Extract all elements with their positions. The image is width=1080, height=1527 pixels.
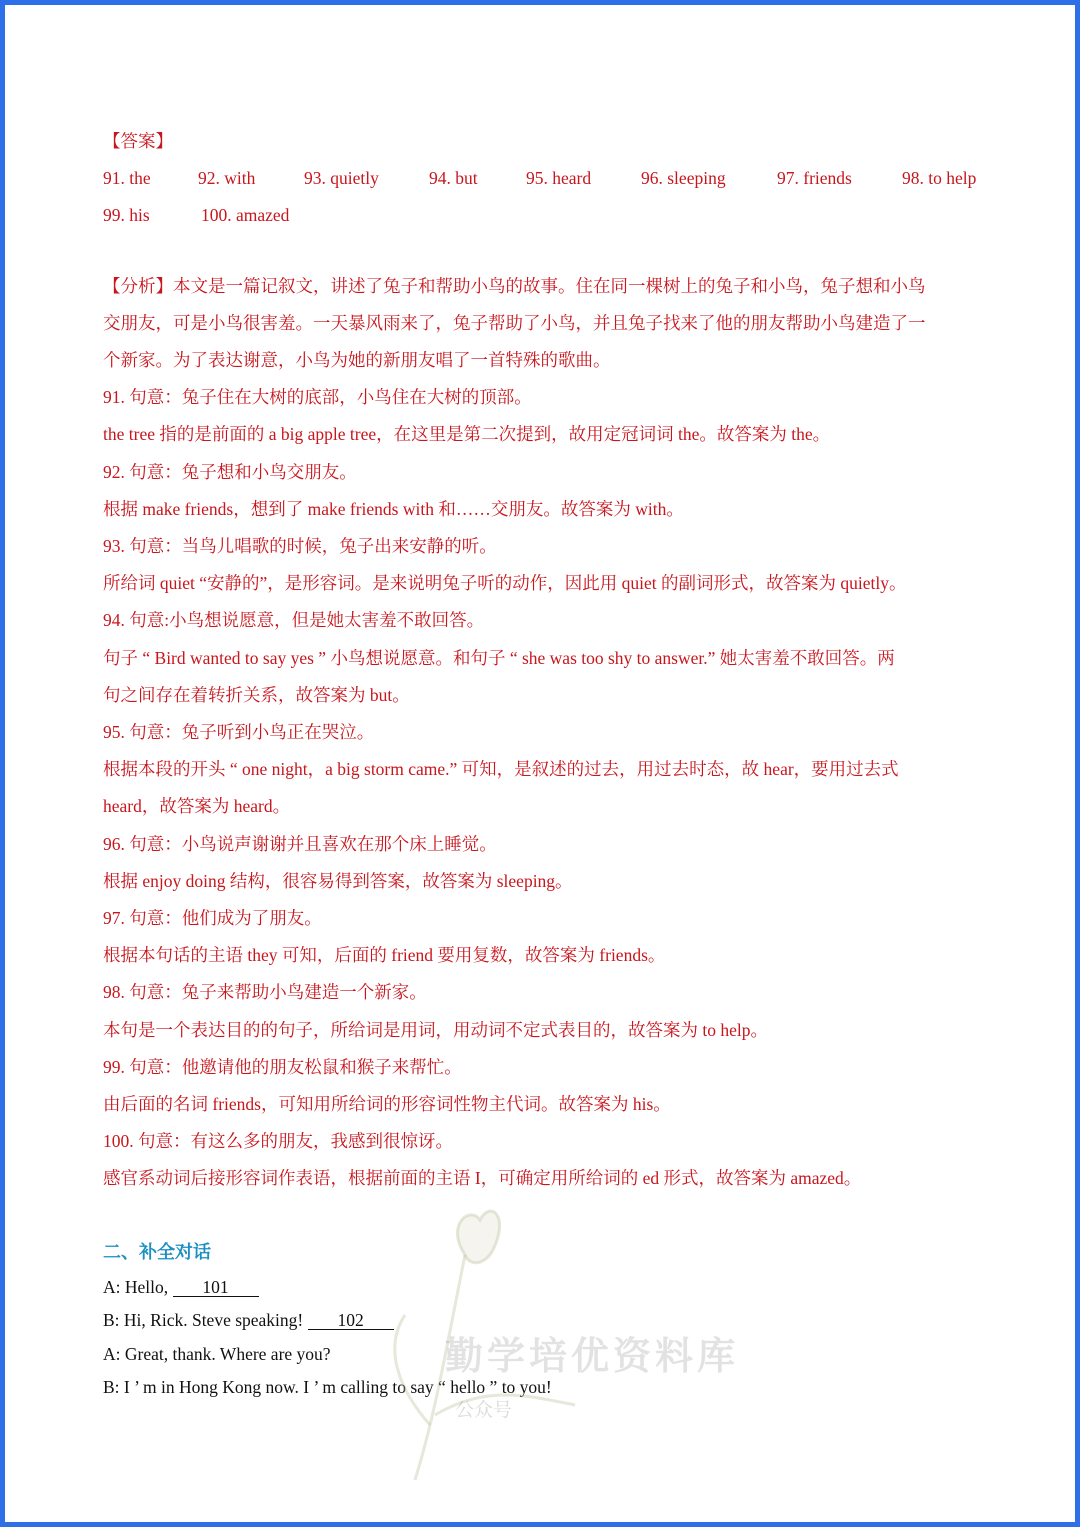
analysis-line: 100. 句意：有这么多的朋友，我感到很惊讶。 [103,1131,453,1152]
analysis-line: 98. 句意：兔子来帮助小鸟建造一个新家。 [103,982,427,1003]
answer-item: 92. with [198,168,256,189]
analysis-line: 91. 句意：兔子住在大树的底部，小鸟住在大树的顶部。 [103,387,532,408]
analysis-line: 交朋友，可是小鸟很害羞。一天暴风雨来了，兔子帮助了小鸟，并且兔子找来了他的朋友帮助小鸟建造了一 [103,312,926,333]
answer-item: 99. his [103,205,150,226]
analysis-line: 92. 句意：兔子想和小鸟交朋友。 [103,461,357,482]
answer-item: 98. to help [902,168,977,189]
analysis-line: 97. 句意：他们成为了朋友。 [103,908,322,929]
answer-header: 【答案】 [103,131,173,151]
analysis-line: 96. 句意：小鸟说声谢谢并且喜欢在那个床上睡觉。 [103,833,497,854]
analysis-line: 个新家。为了表达谢意，小鸟为她的新朋友唱了一首特殊的歌曲。 [103,349,611,370]
analysis-line: 感官系动词后接形容词作表语，根据前面的主语 I，可确定用所给词的 ed 形式，故答案为 amazed。 [103,1168,862,1189]
analysis-line: 根据本段的开头 “ one night，a big storm came.” 可知，是叙述的过去，用过去时态，故 hear，要用过去式 [103,759,899,780]
analysis-line: 根据本句话的主语 they 可知，后面的 friend 要用复数，故答案为 friends。 [103,945,666,966]
spacer [103,235,993,268]
analysis-line: 所给词 quiet “安静的”，是形容词。是来说明兔子听的动作，因此用 quiet 的副词形式，故答案为 quietly。 [103,573,907,594]
analysis-line: 根据 make friends，想到了 make friends with 和……交朋友。故答案为 with。 [103,498,684,519]
watermark-subtext: 公众号 [455,1399,513,1421]
dialogue-line [103,1271,993,1305]
answer-item: 91. the [103,168,151,189]
spacer [103,1198,993,1234]
answer-item: 93. quietly [304,168,379,189]
answer-blank: 102 [308,1311,394,1330]
analysis-line: 句子 “ Bird wanted to say yes ” 小鸟想说愿意。和句子 “ she was too shy to answer.” 她太害羞不敢回答。两 [103,647,895,668]
dialogue-text: A: Great, thank. Where are you? [103,1343,331,1364]
dialogue-line [103,1371,993,1405]
dialogue-line [103,1338,993,1372]
answer-item: 95. heard [526,168,592,189]
analysis-line: the tree 指的是前面的 a big apple tree，在这里是第二次提到，故用定冠词词 the。故答案为 the。 [103,424,831,445]
watermark-text: 勤学培优资料库 [445,1334,740,1378]
answer-blank: 101 [173,1278,259,1297]
dialogue-line [103,1304,993,1338]
answer-item: 96. sleeping [641,168,726,189]
analysis-line: 根据 enjoy doing 结构，很容易得到答案，故答案为 sleeping。 [103,870,573,891]
analysis-line: 句之间存在着转折关系，故答案为 but。 [103,684,410,705]
answer-item: 94. but [429,168,478,189]
analysis-line: 95. 句意：兔子听到小鸟正在哭泣。 [103,722,375,743]
analysis-line: 本句是一个表达目的的句子，所给词是用词，用动词不定式表目的，故答案为 to help。 [103,1019,768,1040]
analysis-line: heard，故答案为 heard。 [103,796,291,817]
dialogue-text: B: Hi, Rick. Steve speaking! [103,1310,308,1331]
section-title: 二、补全对话 [103,1241,211,1263]
analysis-line: 【分析】本文是一篇记叙文，讲述了兔子和帮助小鸟的故事。住在同一棵树上的兔子和小鸟，兔子想和小鸟 [103,275,926,296]
page-content [103,123,993,1405]
analysis-block [103,268,993,1198]
dialogue-text: B: I ’ m in Hong Kong now. I ’ m calling to say “ hello ” to you! [103,1377,552,1398]
analysis-line: 由后面的名词 friends，可知用所给词的形容词性物主代词。故答案为 his。 [103,1094,671,1115]
dialogue-text: A: Hello, [103,1276,173,1297]
analysis-line: 99. 句意：他邀请他的朋友松鼠和猴子来帮忙。 [103,1056,462,1077]
analysis-line: 93. 句意：当鸟儿唱歌的时候，兔子出来安静的听。 [103,536,497,556]
answer-item: 100. amazed [201,205,290,226]
analysis-line: 94. 句意:小鸟想说愿意，但是她太害羞不敢回答。 [103,610,485,631]
answer-item: 97. friends [777,168,852,189]
dialogue-block [103,1271,993,1405]
answers-row-2 [103,197,993,234]
answers-row-1 [103,160,993,197]
